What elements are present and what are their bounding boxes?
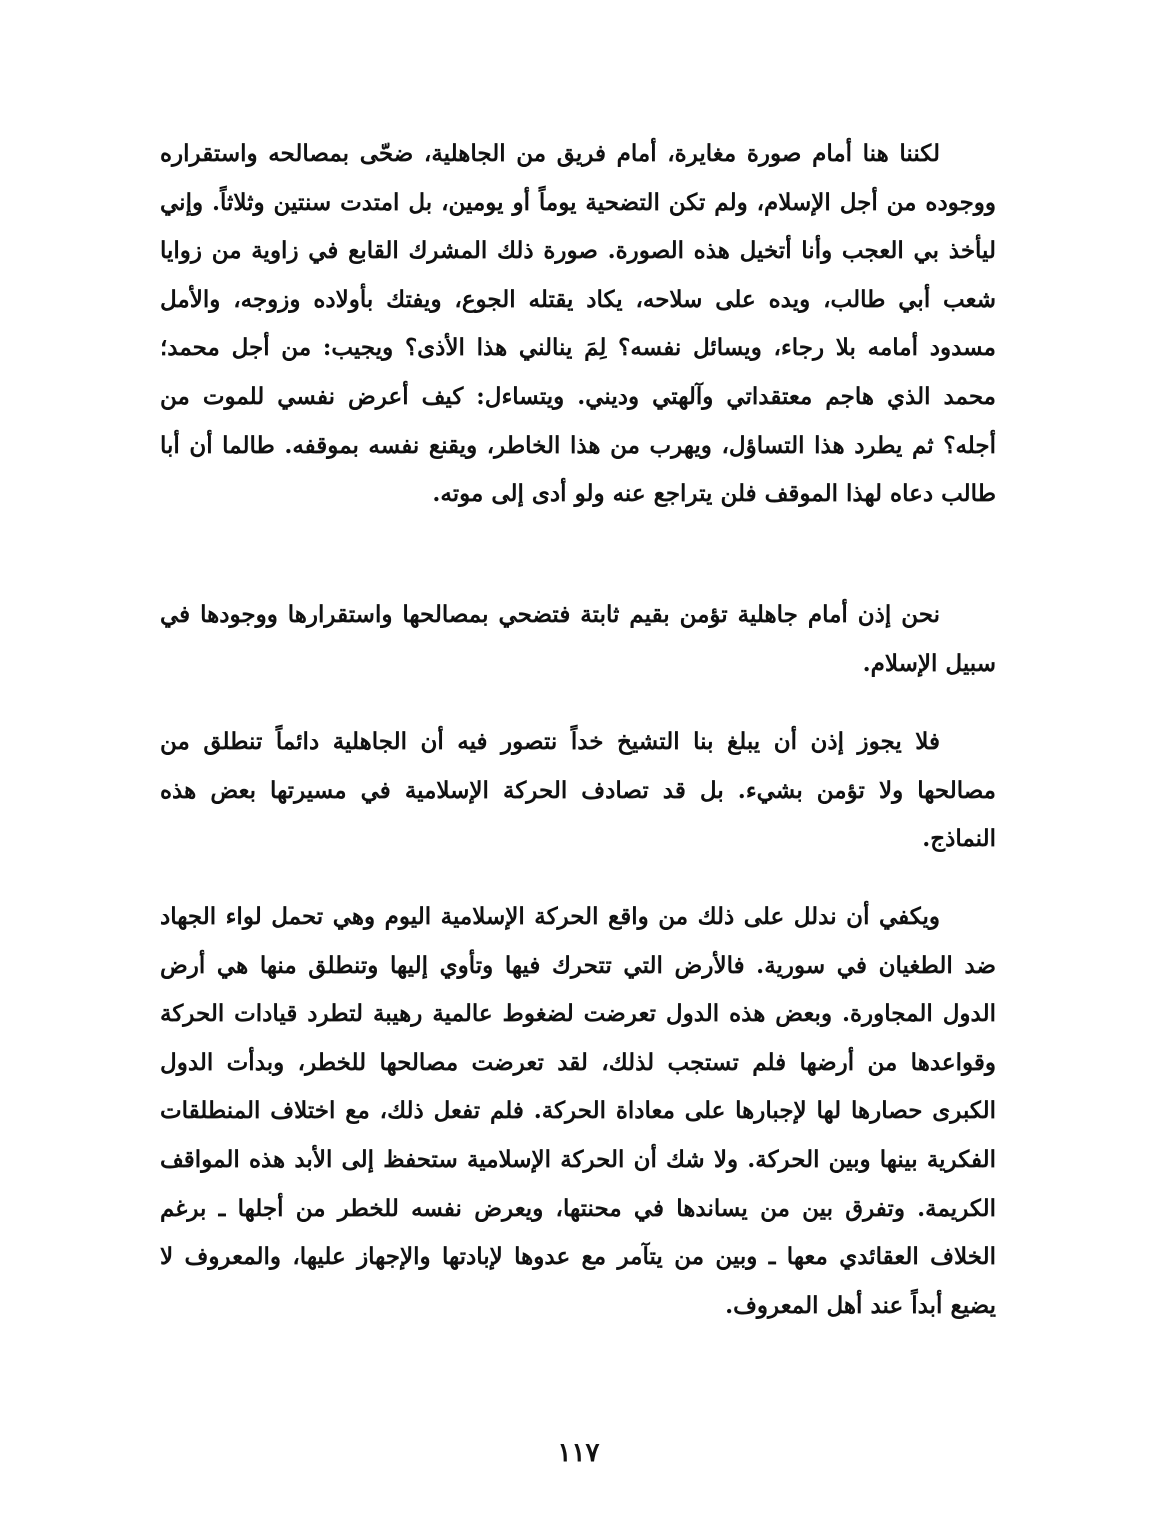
paragraph-4: [160, 893, 996, 1330]
paragraph-text: نحن إذن أمام جاهلية تؤمن بقيم ثابتة فتضحي بمصالحها واستقرارها ووجودها في سبيل الإسلام.: [160, 601, 996, 677]
paragraph-text: لكننا هنا أمام صورة مغايرة، أمام فريق من الجاهلية، ضحّى بمصالحه واستقراره ووجوده من أجل الإسلام، ولم تكن التضحية يوماً أو يومين، بل امتدت سنتين وثلاثاً. وإني ليأخذ بي العجب وأنا أتخيل هذه الصورة. صورة ذلك المشرك القابع في زاوية من زوايا شعب أبي طالب، ويده على سلاحه، يكاد يقتله الجوع، ويفتك بأولاده وزوجه، والأمل مسدود أمامه بلا رجاء، ويسائل نفسه؟ لِمَ ينالني هذا الأذى؟ ويجيب: من أجل محمد؛ محمد الذي هاجم معتقداتي وآلهتي وديني. ويتساءل: كيف أعرض نفسي للموت من أجله؟ ثم يطرد هذا التساؤل، ويهرب من هذا الخاطر، ويقنع نفسه بموقفه. طالما أن أبا طالب دعاه لهذا الموقف فلن يتراجع عنه ولو أدى إلى موته.: [160, 140, 996, 508]
paragraph-text: فلا يجوز إذن أن يبلغ بنا التشيخ خداً نتصور فيه أن الجاهلية دائماً تنطلق من مصالحها ولا تؤمن بشيء. بل قد تصادف الحركة الإسلامية في مسيرتها بعض هذه النماذج.: [160, 728, 996, 853]
paragraph-text: ويكفي أن ندلل على ذلك من واقع الحركة الإسلامية اليوم وهي تحمل لواء الجهاد ضد الطغيان في سورية. فالأرض التي تتحرك فيها وتأوي إليها وتنطلق منها هي أرض الدول المجاورة. وبعض هذه الدول تعرضت لضغوط عالمية رهيبة لتطرد قيادات الحركة وقواعدها من أرضها فلم تستجب لذلك، لقد تعرضت مصالحها للخطر، وبدأت الدول الكبرى حصارها لها لإجبارها على معاداة الحركة. فلم تفعل ذلك، مع اختلاف المنطلقات الفكرية بينها وبين الحركة. ولا شك أن الحركة الإسلامية ستحفظ إلى الأبد هذه المواقف الكريمة. وتفرق بين من يساندها في محنتها، ويعرض نفسه للخطر من أجلها ـ برغم الخلاف العقائدي معها ـ وبين من يتآمر مع عدوها لإبادتها والإجهاز عليها، والمعروف لا يضيع أبداً عند أهل المعروف.: [160, 903, 996, 1319]
page-number: ١١٧: [557, 1438, 600, 1468]
paragraph-1: [160, 130, 996, 519]
paragraph-3: [160, 718, 996, 864]
paragraph-2: [160, 591, 996, 688]
